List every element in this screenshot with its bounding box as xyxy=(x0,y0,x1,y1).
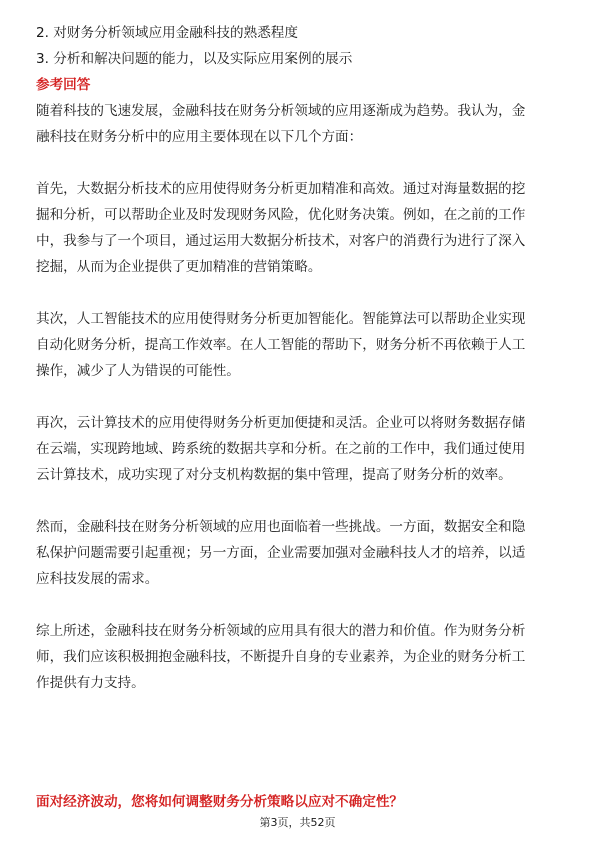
text-line: 自动化财务分析，提高工作效率。在人工智能的帮助下，财务分析不再依赖于人工 xyxy=(36,337,526,353)
text-line: 师，我们应该积极拥抱金融科技，不断提升自身的专业素养，为企业的财务分析工 xyxy=(36,649,526,665)
text-line: 中，我参与了一个项目，通过运用大数据分析技术，对客户的消费行为进行了深入 xyxy=(36,233,526,249)
text-line: 私保护问题需要引起重视；另一方面，企业需要加强对金融科技人才的培养，以适 xyxy=(36,545,526,561)
text-line: 应科技发展的需求。 xyxy=(36,571,159,587)
answer-paragraph-intro xyxy=(36,98,558,150)
text-line: 随着科技的飞速发展，金融科技在财务分析领域的应用逐渐成为趋势。我认为，金 xyxy=(36,103,526,119)
evaluation-point-3: 3. 分析和解决问题的能力，以及实际应用案例的展示 xyxy=(36,51,353,67)
paragraph-spacer xyxy=(36,150,558,176)
text-line: 然而，金融科技在财务分析领域的应用也面临着一些挑战。一方面，数据安全和隐 xyxy=(36,519,526,535)
paragraph-spacer xyxy=(36,488,558,514)
evaluation-point-2: 2. 对财务分析领域应用金融科技的熟悉程度 xyxy=(36,25,298,41)
answer-paragraph-conclusion xyxy=(36,618,558,696)
text-line: 首先，大数据分析技术的应用使得财务分析更加精准和高效。通过对海量数据的挖 xyxy=(36,181,526,197)
text-line: 在云端，实现跨地域、跨系统的数据共享和分析。在之前的工作中，我们通过使用 xyxy=(36,441,526,457)
text-line: 挖掘，从而为企业提供了更加精准的营销策略。 xyxy=(36,259,322,275)
answer-paragraph-big-data xyxy=(36,176,558,280)
page-number-footer: 第3页，共52页 xyxy=(259,816,336,829)
text-line: 云计算技术，成功实现了对分支机构数据的集中管理，提高了财务分析的效率。 xyxy=(36,467,512,483)
paragraph-spacer xyxy=(36,280,558,306)
text-line: 其次，人工智能技术的应用使得财务分析更加智能化。智能算法可以帮助企业实现 xyxy=(36,311,526,327)
text-line: 操作，减少了人为错误的可能性。 xyxy=(36,363,240,379)
next-question-heading: 面对经济波动，您将如何调整财务分析策略以应对不确定性？ xyxy=(36,794,404,810)
answer-paragraph-ai xyxy=(36,306,558,384)
paragraph-spacer xyxy=(36,592,558,618)
answer-paragraph-challenges xyxy=(36,514,558,592)
text-line: 融科技在财务分析中的应用主要体现在以下几个方面： xyxy=(36,129,363,145)
text-line: 掘和分析，可以帮助企业及时发现财务风险，优化财务决策。例如，在之前的工作 xyxy=(36,207,526,223)
answer-paragraph-cloud xyxy=(36,410,558,488)
text-line: 综上所述，金融科技在财务分析领域的应用具有很大的潜力和价值。作为财务分析 xyxy=(36,623,526,639)
text-line: 再次，云计算技术的应用使得财务分析更加便捷和灵活。企业可以将财务数据存储 xyxy=(36,415,526,431)
reference-answer-heading: 参考回答 xyxy=(36,77,91,93)
page-content xyxy=(36,20,558,696)
text-line: 作提供有力支持。 xyxy=(36,675,145,691)
paragraph-spacer xyxy=(36,384,558,410)
